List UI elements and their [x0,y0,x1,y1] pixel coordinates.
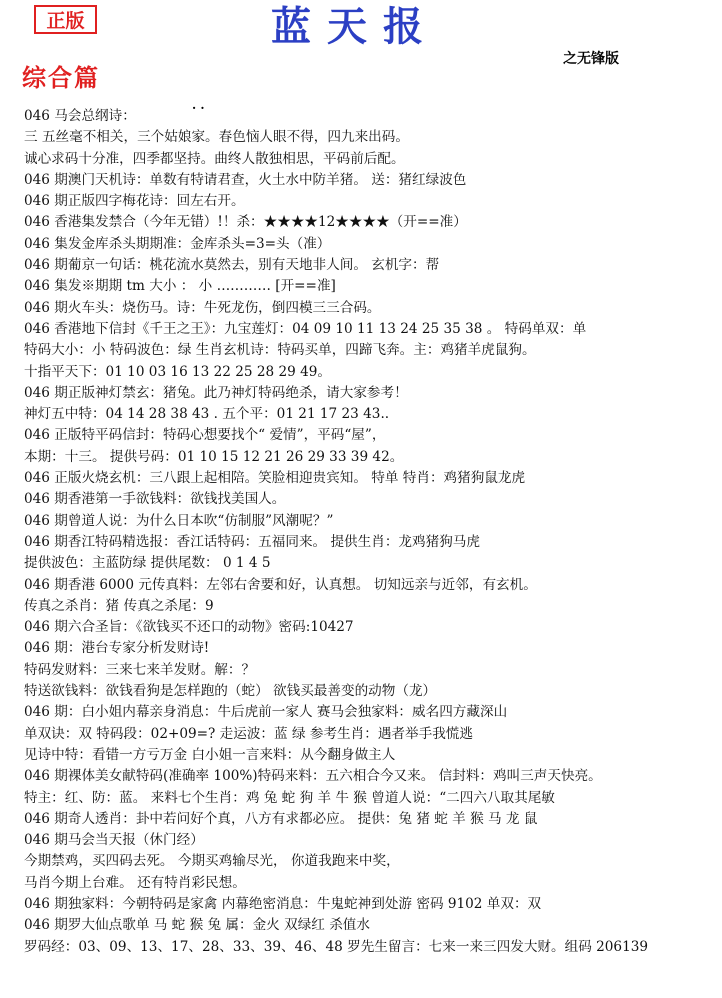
text-line: 046 马会总纲诗： [24,108,136,124]
text-line: 046 集发※期期 tm 大小 ： 小 ………… [开==准] [24,278,336,295]
decorative-dots: . . [192,98,205,112]
text-line: 046 香港集发禁合（今年无错）!！杀：★★★★12★★★★（开==准） [24,214,467,231]
text-line: 046 期香港第一手欲钱料：欲钱找美国人。 [24,491,286,508]
text-line: 单双诀：双 特码段：02+09=? 走运波：蓝 绿 参考生肖：遇者举手我慌逃 [24,725,473,742]
text-line: 十指平天下：01 10 03 16 13 22 25 28 29 49。 [24,363,332,380]
newspaper-title: 蓝天报 [271,3,439,50]
text-line: 本期：十三。 提供号码：01 10 15 12 21 26 29 33 39 42。 [24,448,404,465]
text-line: 046 期葡京一句话：桃花流水莫然去，别有天地非人间。 玄机字：帮 [24,257,440,274]
text-line: 传真之杀肖：猪 传真之杀尾：9 [24,597,214,614]
text-line: 马肖今期上台难。 还有特肖彩民想。 [24,874,246,891]
text-line: 见诗中特：看错一方亏万金 白小姐一言来料：从今翻身做主人 [24,746,396,763]
text-line: 046 期六合圣旨：《欲钱买不还口的动物》密码:10427 [24,619,354,636]
text-line: 特送欲钱料：欲钱看狗是怎样跑的（蛇） 欲钱买最善变的动物（龙） [24,683,437,700]
text-line: 提供波色：主蓝防绿 提供尾数： 0 1 4 5 [24,555,271,572]
text-line: 046 期香港 6000 元传真料：左邻右舍要和好，认真想。 切知远亲与近邻，有玄机。 [24,576,537,593]
edition-label: 之无锋版 [563,51,619,67]
text-line: 今期禁鸡，买四码去死。 今期买鸡输尽光， 你道我跑来中奖， [24,853,400,870]
text-line: 046 期正版神灯禁玄：猪兔。此乃神灯特码绝杀，请大家参考！ [24,384,408,401]
text-line: 神灯五中特：04 14 28 38 43 . 五个平：01 21 17 23 43.. [24,406,390,423]
text-line: 046 正版特平码信封：特码心想要找个“ 爱情”，平码“屋”， [24,427,386,444]
text-line: 046 期香江特码精选报：香江话特码：五福同来。 提供生肖：龙鸡猪狗马虎 [24,533,480,550]
article-body [24,106,714,958]
section-heading: 综合篇 [22,63,100,92]
text-line: 诚心求码十分准，四季都坚持。曲终人散独相思，平码前后配。 [24,150,405,167]
text-line: 046 正版火烧玄机：三八跟上起相陪。笑脸相迎贵宾知。 特单 特肖：鸡猪狗鼠龙虎 [24,470,526,487]
text-line: 046 集发金库杀头期期准：金库杀头=3=头（准） [24,235,331,252]
text-line: 046 期奇人透肖：卦中若问好个真，八方有求都必应。 提供：兔 猪 蛇 羊 猴 马 龙 鼠 [24,810,538,827]
text-line: 046 香港地下信封《千王之王》：九宝莲灯：04 09 10 11 13 24 25 35 38 。 特码单双：单 [24,320,587,337]
text-line: 特主：红、防：蓝。 来料七个生肖：鸡 兔 蛇 狗 羊 牛 猴 曾道人说：“二四六八取其尾敏 [24,789,555,806]
text-line: 046 期：白小姐内幕亲身消息：牛后虎前一家人 赛马会独家料：威名四方藏深山 [24,704,508,721]
text-line: 罗码经：03、09、13、17、28、33、39、46、48 罗先生留言：七来一来三四发大财。组码 206139 [24,938,649,955]
genuine-edition-badge: 正版 [34,5,97,34]
text-line: 046 期：港台专家分析发财诗! [24,640,210,657]
text-line: 046 期曾道人说：为什么日本吹“仿制服”风潮呢？” [24,512,334,529]
text-line: 046 期澳门天机诗：单数有特请君查，火土水中防羊猪。 送：猪红绿波色 [24,171,467,188]
text-line: 046 期马会当天报（休门经） [24,832,204,849]
text-line: 046 期独家料：今朝特码是家禽 内幕绝密消息：牛鬼蛇神到处游 密码 9102 单双：双 [24,895,542,912]
text-line: 特码发财料：三来七来羊发财。解：？ [24,661,256,678]
text-line: 046 期裸体美女献特码(准确率 100%)特码来料：五六相合今又来。 信封料：鸡叫三声天快亮。 [24,768,602,785]
text-line: 特码大小：小 特码波色：绿 生肖玄机诗：特码买单，四蹄飞奔。主：鸡猪羊虎鼠狗。 [24,342,536,359]
text-line: 三 五丝毫不相关，三个姑娘家。春色恼人眼不得，四九来出码。 [24,129,409,146]
text-line: 046 期火车头：烧伤马。诗：牛死龙伤，倒四模三三合码。 [24,299,381,316]
text-line: 046 期罗大仙点歌单 马 蛇 猴 兔 属：金火 双绿红 杀值水 [24,917,370,934]
text-line: 046 期正版四字梅花诗：回左右开。 [24,193,245,210]
